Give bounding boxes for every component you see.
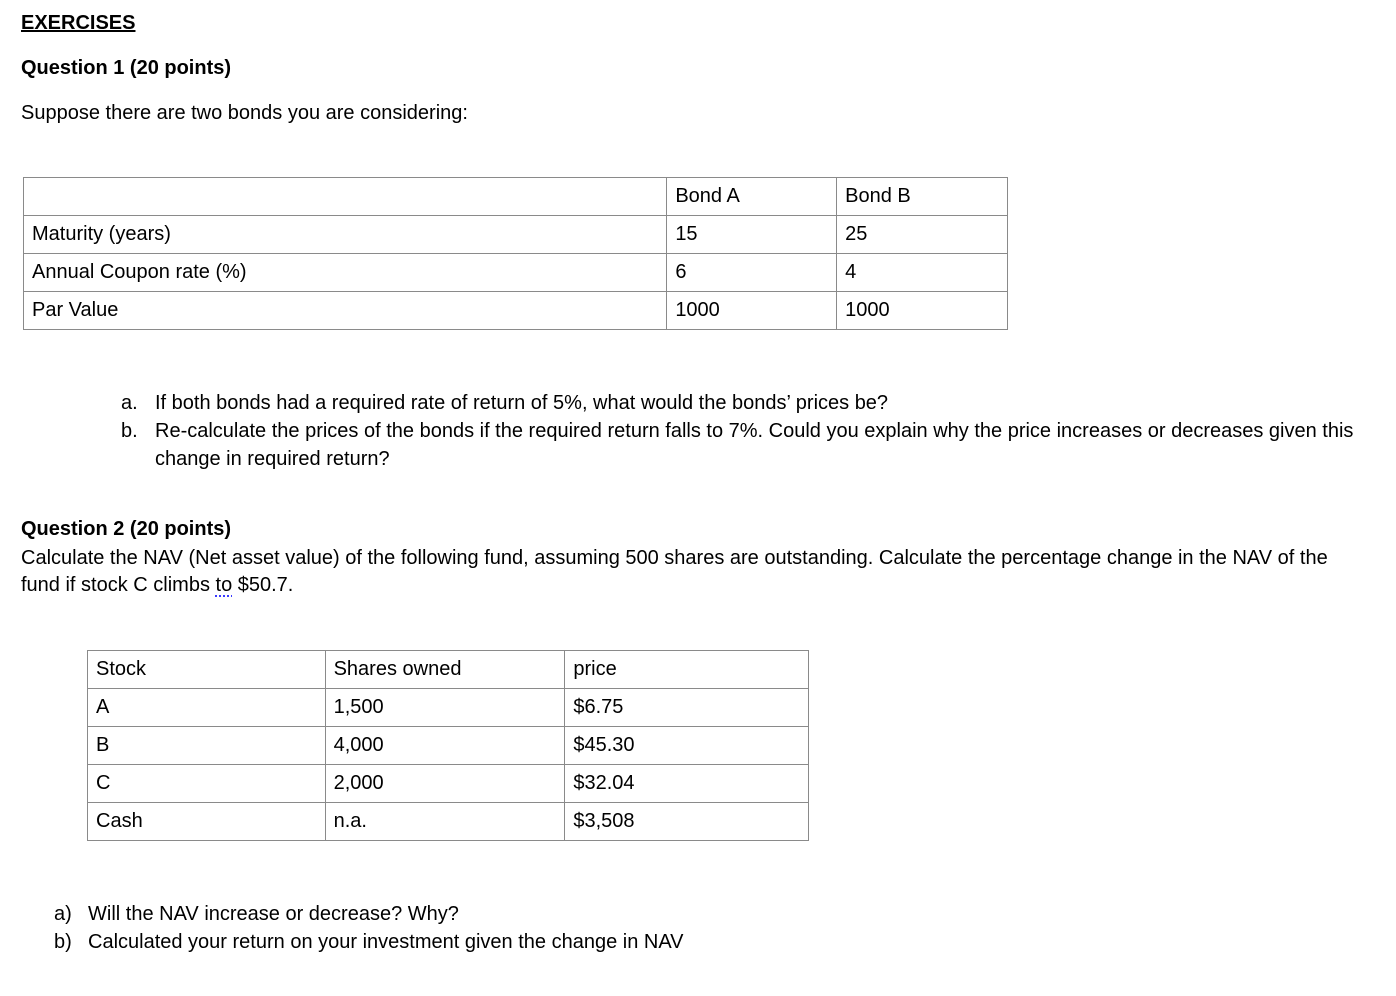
question-2-items <box>54 900 954 956</box>
bond-b-value: 4 <box>837 254 1008 292</box>
stock-name: B <box>88 727 326 765</box>
table-row <box>88 803 809 841</box>
shares-owned: 4,000 <box>325 727 565 765</box>
table-row <box>88 727 809 765</box>
table-row <box>24 254 1008 292</box>
intro-text: Calculate the NAV (Net asset value) of the following fund, assuming 500 shares are outstanding. Calculate the percentage change in the NAV of the fund if stock C climbs <box>21 547 1328 596</box>
list-marker: a. <box>121 392 138 414</box>
header-price: price <box>565 651 809 689</box>
row-label: Annual Coupon rate (%) <box>24 254 667 292</box>
stock-name: C <box>88 765 326 803</box>
bond-a-value: 1000 <box>667 292 837 330</box>
list-marker: b) <box>54 931 72 953</box>
shares-owned: 2,000 <box>325 765 565 803</box>
question-2-intro <box>21 545 1371 599</box>
question-1-items <box>121 389 1361 473</box>
table-row <box>88 689 809 727</box>
stock-price: $6.75 <box>565 689 809 727</box>
bonds-table-header-bond-b: Bond B <box>837 178 1008 216</box>
list-item-text: Will the NAV increase or decrease? Why? <box>88 903 459 925</box>
list-marker: a) <box>54 903 72 925</box>
stock-price: $3,508 <box>565 803 809 841</box>
bond-a-value: 15 <box>667 216 837 254</box>
page-heading: EXERCISES <box>21 12 136 34</box>
list-item-text: Re-calculate the prices of the bonds if the required return falls to 7%. Could you explain why the price increases or decreases given this change in required return? <box>155 420 1354 470</box>
list-marker: b. <box>121 420 138 442</box>
stock-name: Cash <box>88 803 326 841</box>
bonds-table-corner-cell <box>24 178 667 216</box>
list-item <box>121 389 1361 417</box>
table-row <box>24 216 1008 254</box>
header-shares-owned: Shares owned <box>325 651 565 689</box>
bond-b-value: 1000 <box>837 292 1008 330</box>
row-label: Maturity (years) <box>24 216 667 254</box>
list-item-text: If both bonds had a required rate of return of 5%, what would the bonds’ prices be? <box>155 392 889 414</box>
stock-name: A <box>88 689 326 727</box>
question-1-title: Question 1 (20 points) <box>21 57 232 79</box>
fund-holdings-table <box>87 650 809 841</box>
bonds-table-header-bond-a: Bond A <box>667 178 837 216</box>
stock-price: $45.30 <box>565 727 809 765</box>
stock-price: $32.04 <box>565 765 809 803</box>
row-label: Par Value <box>24 292 667 330</box>
table-row <box>88 765 809 803</box>
fund-table-header-row <box>88 651 809 689</box>
bond-a-value: 6 <box>667 254 837 292</box>
bond-b-value: 25 <box>837 216 1008 254</box>
question-2-title: Question 2 (20 points) <box>21 518 232 540</box>
question-1-intro: Suppose there are two bonds you are considering: <box>21 102 468 124</box>
intro-text-end: $50.7. <box>232 574 294 596</box>
grammar-flag[interactable]: to <box>215 574 233 596</box>
bonds-table <box>23 177 1008 330</box>
list-item <box>54 900 954 928</box>
list-item <box>54 928 954 956</box>
shares-owned: 1,500 <box>325 689 565 727</box>
list-item <box>121 417 1361 473</box>
shares-owned: n.a. <box>325 803 565 841</box>
bonds-table-header-row <box>24 178 1008 216</box>
header-stock: Stock <box>88 651 326 689</box>
list-item-text: Calculated your return on your investment given the change in NAV <box>88 931 684 953</box>
table-row <box>24 292 1008 330</box>
